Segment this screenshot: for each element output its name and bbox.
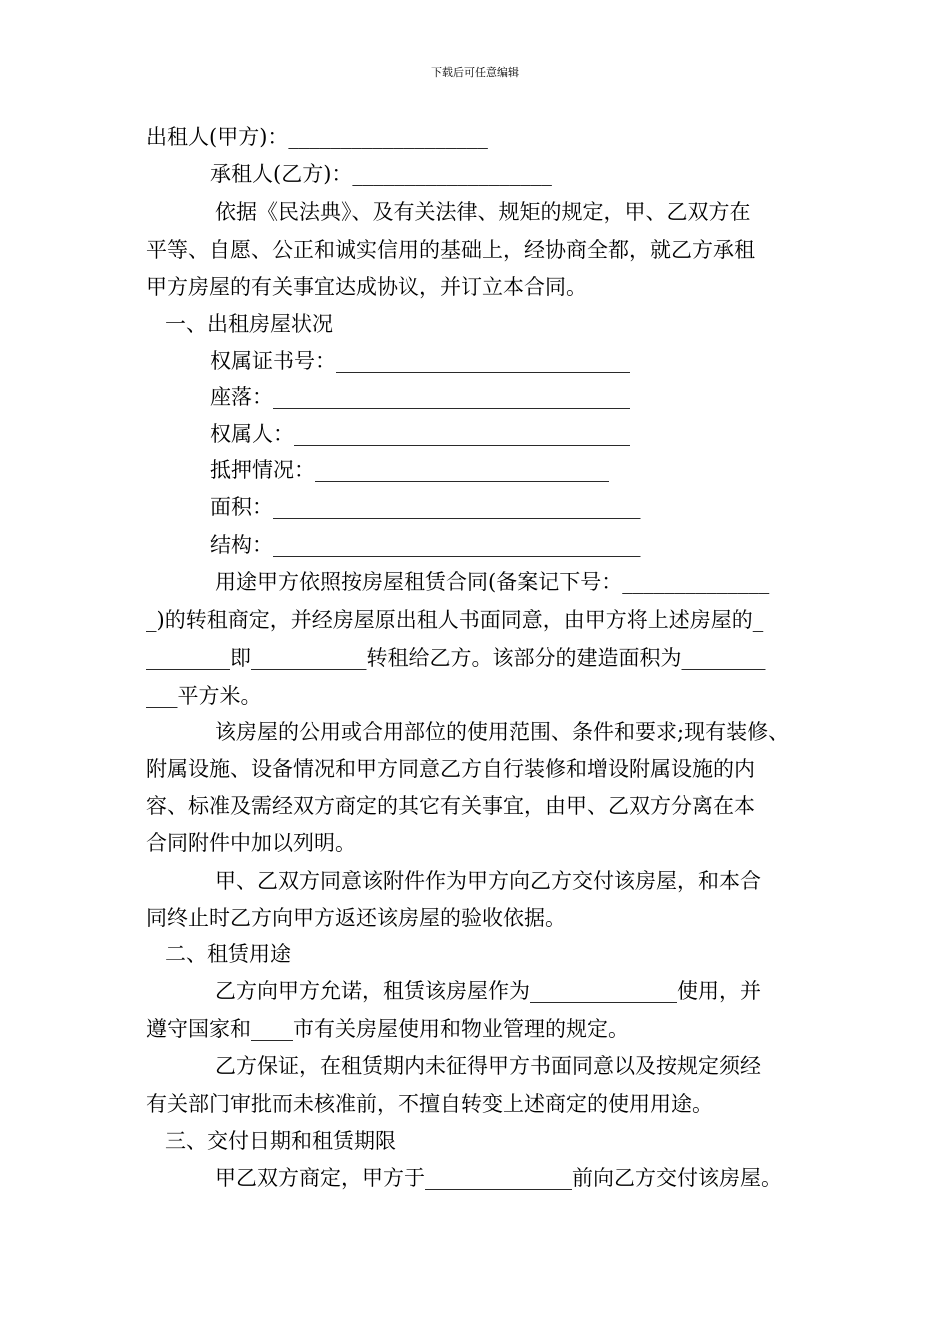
lessee-line: 承租人(乙方)：___________________ <box>210 162 552 186</box>
section-heading-2: 二、租赁用途 <box>165 942 291 966</box>
facilities-line-4: 合同附件中加以列明。 <box>146 831 356 855</box>
page-header: 下载后可任意编辑 <box>431 66 519 79</box>
purpose-line-1: 乙方向甲方允诺，租赁该房屋作为______________使用，并 <box>215 979 761 1003</box>
delivery-line-1: 甲乙双方商定，甲方于______________前向乙方交付该房屋。 <box>215 1166 782 1190</box>
section-heading-1: 一、出租房屋状况 <box>165 312 333 336</box>
annex-line-2: 同终止时乙方向甲方返还该房屋的验收依据。 <box>146 906 566 930</box>
usage-line-1: 用途甲方依照按房屋租赁合同(备案记下号：______________ <box>215 570 770 594</box>
section-heading-3: 三、交付日期和租赁期限 <box>165 1129 396 1153</box>
preamble-line-3: 甲方房屋的有关事宜达成协议，并订立本合同。 <box>146 275 587 299</box>
usage-line-3: ________即___________转租给乙方。该部分的建造面积为________ <box>146 646 766 670</box>
guarantee-line-1: 乙方保证，在租赁期内未征得甲方书面同意以及按规定须经 <box>215 1054 761 1078</box>
usage-line-2: _)的转租商定，并经房屋原出租人书面同意，由甲方将上述房屋的_ <box>146 608 764 632</box>
facilities-line-1: 该房屋的公用或合用部位的使用范围、条件和要求;现有装修、 <box>215 720 790 744</box>
lessor-line: 出租人(甲方)：___________________ <box>146 125 488 149</box>
field-title-cert: 权属证书号：____________________________ <box>210 349 630 373</box>
field-location: 座落：__________________________________ <box>210 385 630 409</box>
usage-line-4: ___平方米。 <box>146 684 262 708</box>
preamble-line-2: 平等、自愿、公正和诚实信用的基础上，经协商全都，就乙方承租 <box>146 238 755 262</box>
guarantee-line-2: 有关部门审批而未核准前，不擅自转变上述商定的使用用途。 <box>146 1092 713 1116</box>
facilities-line-3: 容、标准及需经双方商定的其它有关事宜，由甲、乙双方分离在本 <box>146 794 755 818</box>
facilities-line-2: 附属设施、设备情况和甲方同意乙方自行装修和增设附属设施的内 <box>146 757 755 781</box>
annex-line-1: 甲、乙双方同意该附件作为甲方向乙方交付该房屋，和本合 <box>215 869 761 893</box>
preamble-line-1: 依据《民法典》、及有关法律、规矩的规定，甲、乙双方在 <box>215 200 751 224</box>
field-area: 面积：___________________________________ <box>210 495 641 519</box>
field-mortgage: 抵押情况：____________________________ <box>210 458 609 482</box>
field-structure: 结构：___________________________________ <box>210 533 641 557</box>
purpose-line-2: 遵守国家和____市有关房屋使用和物业管理的规定。 <box>146 1017 629 1041</box>
field-owner: 权属人：________________________________ <box>210 422 630 446</box>
